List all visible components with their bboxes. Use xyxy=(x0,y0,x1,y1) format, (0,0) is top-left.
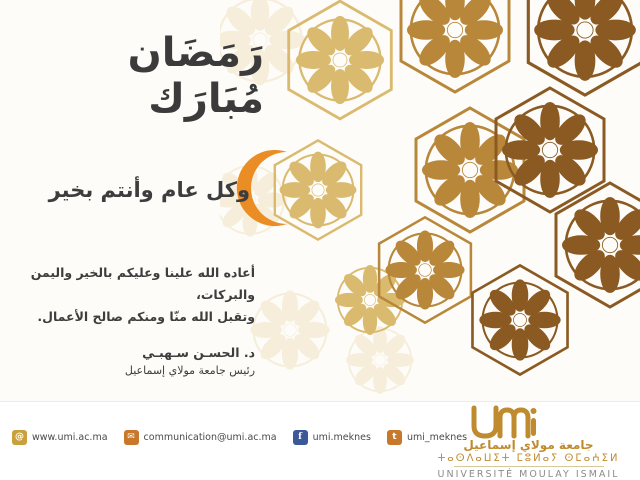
greeting-body xyxy=(10,262,255,328)
twitter-icon: t xyxy=(387,430,402,445)
page-title: رَمَضَان مُبَارَك xyxy=(127,30,264,122)
contact-list xyxy=(12,430,467,445)
contact-facebook[interactable] xyxy=(293,430,371,445)
contact-twitter-label: umi_meknes xyxy=(406,432,468,443)
university-name-tifinagh: ⵜⴰⵙⴷⴰⵡⵉⵜ ⵎⵓⵍⴰⵢ ⵙⵎⴰⵄⵉⵍ xyxy=(437,453,620,464)
university-name-fr: UNIVERSITÉ MOULAY ISMAIL xyxy=(437,469,620,480)
logo-divider xyxy=(454,466,604,467)
signature-role: رئيس جامعة مولاي إسماعيل xyxy=(124,364,255,377)
facebook-icon: f xyxy=(293,430,308,445)
university-name-ar: جامعة مولاي إسماعيل xyxy=(463,438,594,452)
umi-logo-icon xyxy=(468,404,538,440)
university-name xyxy=(431,438,626,480)
greeting-body-line-1: أعاده الله علينا وعليكم بالخير واليمن والبركات، xyxy=(30,265,255,302)
greeting-body-line-2: وتقبل الله منّا ومنكم صالح الأعمال. xyxy=(37,308,255,324)
contact-email[interactable] xyxy=(124,430,277,445)
globe-icon: @ xyxy=(12,430,27,445)
contact-website-label: www.umi.ac.ma xyxy=(32,432,108,443)
contact-website[interactable] xyxy=(12,430,108,445)
contact-email-label: communication@umi.ac.ma xyxy=(143,432,277,443)
subtitle: وكل عام وأنتم بخير xyxy=(48,178,250,202)
signature-name: د. الحسـن سـهبـي xyxy=(142,345,255,360)
signature xyxy=(20,345,255,377)
footer xyxy=(0,401,640,480)
contact-facebook-label: umi.meknes xyxy=(312,432,371,443)
envelope-icon: ✉ xyxy=(124,430,139,445)
